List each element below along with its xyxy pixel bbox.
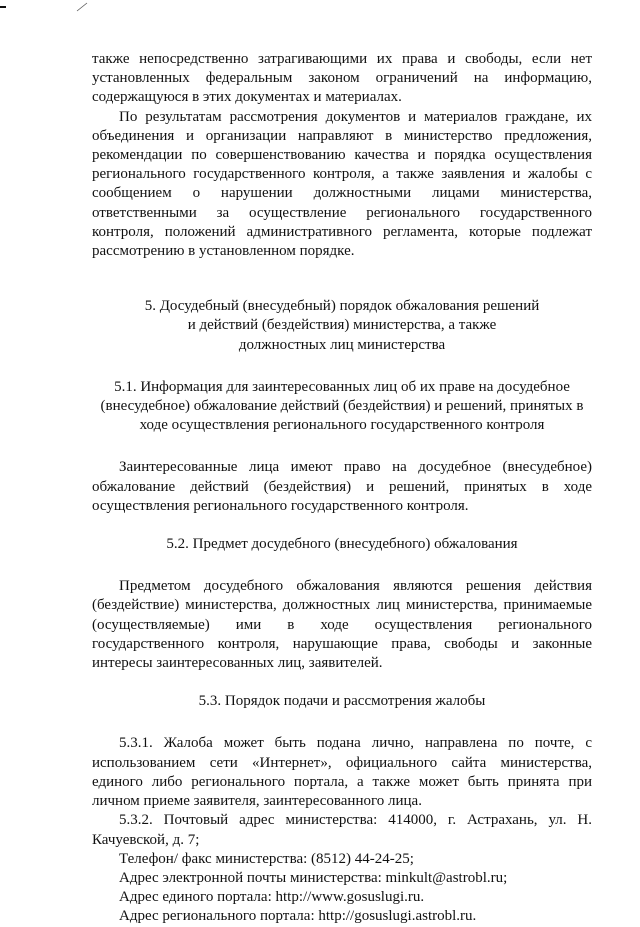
section-5-2-heading: 5.2. Предмет досудебного (внесудебного) обжалования <box>166 536 518 553</box>
document-page <box>92 50 592 927</box>
section-5-3-2-text: 5.3.2. Почтовый адрес министерства: 414000, г. Астрахань, ул. Н. Качуевской, д. 7; <box>92 812 592 848</box>
single-portal-address: Адрес единого портала: http://www.gosuslugi.ru. <box>119 889 425 906</box>
section-5-heading-line: должностных лиц министерства <box>238 336 446 353</box>
section-5-heading <box>92 297 592 355</box>
section-5-1-heading-line: ходе осуществления регионального государственного контроля <box>139 417 545 434</box>
results-paragraph: По результатам рассмотрения документов и материалов граждане, их объединения и организации направляют в министерство предложения, рекомендации по совершенствованию качества и порядка осуществления регионального государственного контроля, а также заявления и жалобы с сообщением о нарушении должностными лицами министерства, ответственными за осуществление регионального государственного контроля, положений административного регламента, которые подлежат рассмотрению в установленном порядке. <box>92 108 592 260</box>
scan-scratch-mark <box>76 2 88 12</box>
section-5-1-heading-line: 5.1. Информация для заинтересованных лиц об их праве на досудебное <box>114 378 570 395</box>
section-5-3-1-text: 5.3.1. Жалоба может быть подана лично, направлена по почте, с использованием сети «Интернет», официального сайта министерства, единого либо регионального портала, а также может быть принята при личном приеме заявителя, заинтересованного лица. <box>92 735 592 810</box>
section-5-heading-line: 5. Досудебный (внесудебный) порядок обжалования решений <box>144 298 540 315</box>
section-5-2-text: Предметом досудебного обжалования являются решения действия (бездействие) министерства, должностных лиц министерства, принимаемые (осуществляемые) ими в ходе осуществления регионального государственного контроля, нарушающие права, свободы и законные интересы заинтересованных лиц, заявителей. <box>92 578 592 672</box>
continuation-paragraph: также непосредственно затрагивающими их права и свободы, если нет установленных федеральным законом ограничений на информацию, содержащуюся в этих документах и материалах. <box>92 51 592 106</box>
regional-portal-address: Адрес регионального портала: http://gosuslugi.astrobl.ru. <box>119 908 477 925</box>
section-5-1-heading <box>92 378 592 436</box>
ministry-phone: Телефон/ факс министерства: (8512) 44-24-25; <box>119 850 414 867</box>
ministry-email: Адрес электронной почты министерства: minkult@astrobl.ru; <box>119 869 508 886</box>
section-5-1-heading-line: (внесудебное) обжалование действий (бездействия) и решений, принятых в <box>100 398 584 415</box>
section-5-heading-line: и действий (бездействия) министерства, а также <box>187 317 497 334</box>
scan-edge-mark <box>0 6 6 8</box>
section-5-1-text: Заинтересованные лица имеют право на досудебное (внесудебное) обжалование действий (бездействия) и решений, принятых в ходе осуществления регионального государственного контроля. <box>92 459 592 514</box>
section-5-3-heading: 5.3. Порядок подачи и рассмотрения жалобы <box>198 693 486 710</box>
